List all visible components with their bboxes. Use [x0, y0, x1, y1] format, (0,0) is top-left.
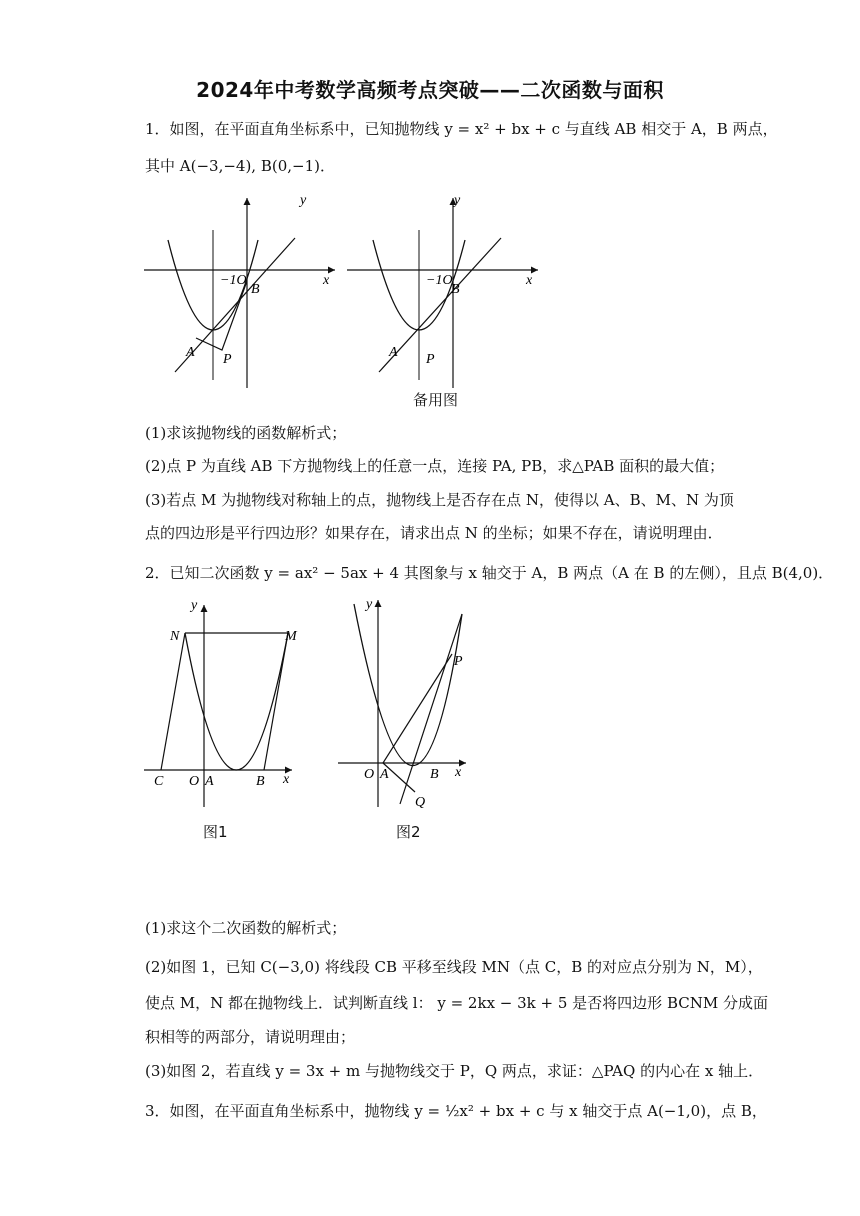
q1-figure-left [140, 190, 340, 390]
q1-part1: (1)求该抛物线的函数解析式； [145, 424, 347, 442]
point-b-label: B [451, 282, 460, 297]
q2-part2-line1: (2)如图 1，已知 C(−3,0) 将线段 CB 平移至线段 MN（点 C，B 的对应点分别为 N，M）， [145, 958, 763, 976]
origin-label: O [189, 774, 200, 789]
point-a-label: A [389, 345, 398, 360]
point-m-label: M [285, 629, 297, 644]
x-label: x [455, 765, 462, 780]
q1-figure-caption: 备用图 [413, 391, 459, 409]
q2-part1: (1)求这个二次函数的解析式； [145, 919, 347, 937]
q1-stem-line2: 其中 A(−3,−4), B(0,−1)． [145, 157, 335, 175]
q2-figure-1 [140, 595, 300, 810]
point-p-label: P [454, 654, 463, 669]
point-a-label: A [380, 767, 389, 782]
point-a-label: A [205, 774, 214, 789]
q2-part2-line2: 使点 M，N 都在抛物线上．试判断直线 l： y = 2kx − 3k + 5 是否将四边形 BCNM 分成面 [145, 994, 768, 1012]
point-a-label: A [186, 345, 195, 360]
parabola [185, 633, 288, 770]
q3-stem: 3．如图，在平面直角坐标系中，抛物线 y = ½x² + bx + c 与 x 轴交于点 A(−1,0)，点 B， [145, 1102, 767, 1120]
q1-part3-line2: 点的四边形是平行四边形？如果存在，请求出点 N 的坐标；如果不存在，请说明理由． [145, 524, 723, 542]
y-label: y [191, 598, 198, 613]
point-b-label: B [430, 767, 439, 782]
q1-figure-right [343, 190, 543, 390]
point-p-label: P [223, 352, 232, 367]
point-b-label: B [251, 282, 260, 297]
q2-fig1-caption: 图1 [203, 823, 228, 841]
point-p-label: P [426, 352, 435, 367]
x-label: x [323, 273, 330, 288]
q2-part2-line3: 积相等的两部分，请说明理由； [145, 1028, 356, 1046]
q2-fig2-caption: 图2 [396, 823, 421, 841]
point-c-label: C [154, 774, 164, 789]
parabola [354, 604, 462, 766]
origin-label: −1O [426, 273, 453, 288]
segment-bm [264, 633, 288, 770]
y-label: y [300, 193, 307, 208]
point-b-label: B [256, 774, 265, 789]
origin-label: O [364, 767, 375, 782]
segment-ap [383, 654, 452, 763]
point-n-label: N [170, 629, 180, 644]
segment-cn [161, 633, 185, 770]
x-label: x [526, 273, 533, 288]
q1-part2: (2)点 P 为直线 AB 下方抛物线上的任意一点，连接 PA, PB，求△PAB 面积的最大值； [145, 457, 725, 475]
x-label: x [283, 772, 290, 787]
point-q-label: Q [415, 795, 426, 810]
q1-part3-line1: (3)若点 M 为抛物线对称轴上的点，抛物线上是否存在点 N，使得以 A、B、M、N 为顶 [145, 491, 734, 509]
origin-label: −1O [220, 273, 247, 288]
page-title: 2024年中考数学高频考点突破——二次函数与面积 [196, 78, 664, 102]
q2-stem: 2．已知二次函数 y = ax² − 5ax + 4 其图象与 x 轴交于 A，B 两点（A 在 B 的左侧），且点 B(4,0)． [145, 564, 834, 582]
q2-figure-2 [334, 592, 474, 812]
y-label: y [366, 597, 373, 612]
q1-stem-line1: 1．如图，在平面直角坐标系中，已知抛物线 y = x² + bx + c 与直线 AB 相交于 A，B 两点， [145, 120, 778, 138]
y-label: y [454, 193, 461, 208]
q2-part3: (3)如图 2，若直线 y = 3x + m 与抛物线交于 P，Q 两点，求证：△PAQ 的内心在 x 轴上． [145, 1062, 764, 1080]
